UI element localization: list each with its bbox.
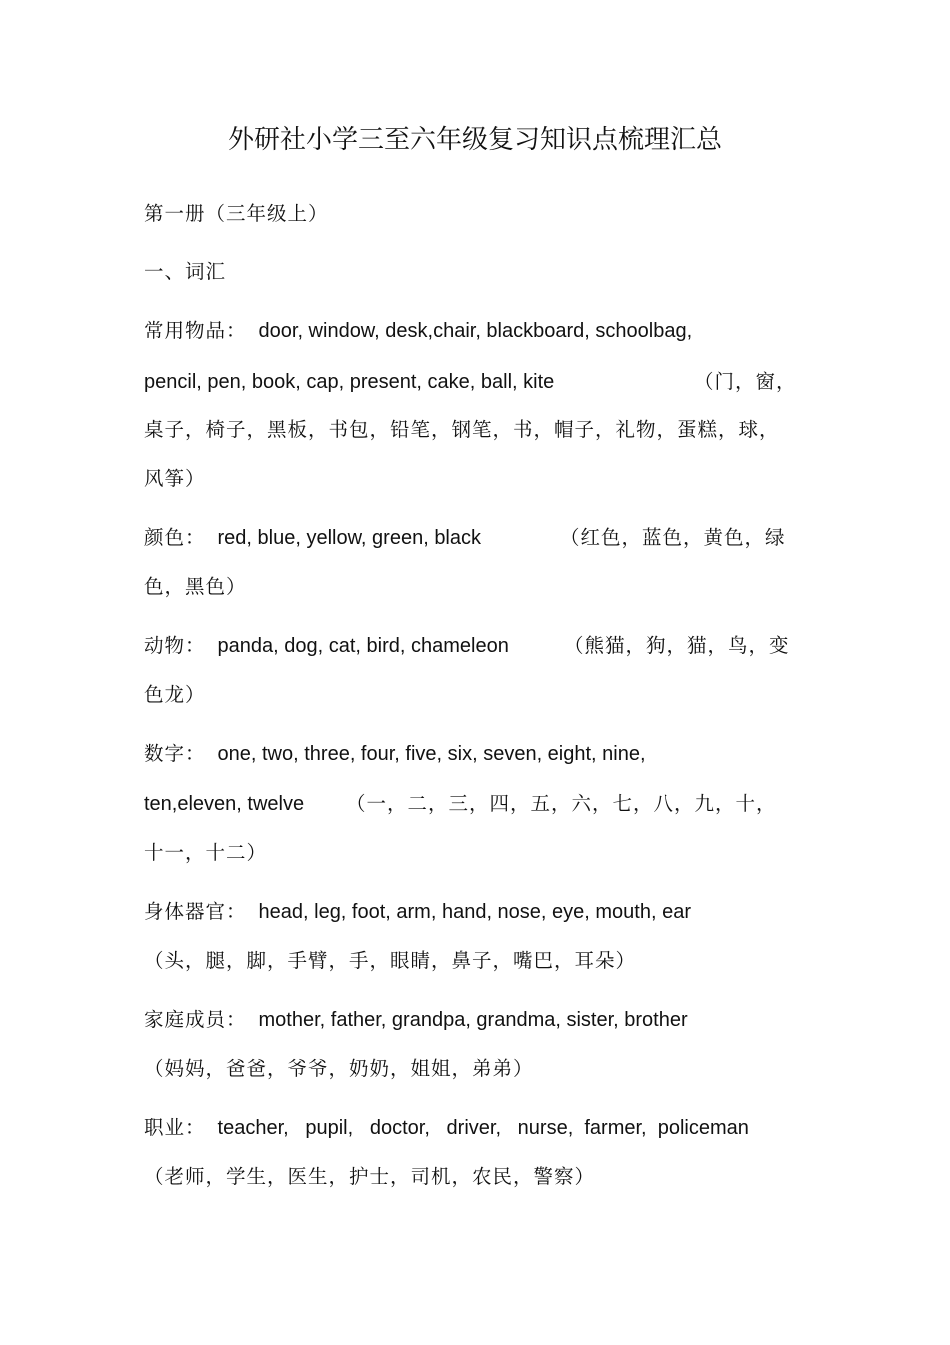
entry-english: pencil, pen, book, cap, present, cake, ball, kite [144, 371, 555, 393]
entry-chinese: 桌子，椅子，黑板，书包，铅笔，钢笔，书，帽子，礼物，蛋糕，球， [144, 418, 780, 441]
volume-heading [144, 200, 329, 228]
entry-body-line2 [144, 947, 636, 975]
entry-english: red, blue, yellow, green, black [217, 527, 482, 549]
entry-chinese-start: （熊猫，狗，猫，鸟，变 [564, 634, 790, 657]
entry-english: door, window, desk,chair, blackboard, schoolbag, [258, 320, 693, 342]
entry-colors-line2 [144, 573, 247, 601]
entry-chinese: 色，黑色） [144, 575, 247, 598]
entry-chinese: 色龙） [144, 683, 206, 706]
entry-chinese-start: （红色，蓝色，黄色，绿 [560, 526, 786, 549]
entry-english: panda, dog, cat, bird, chameleon [217, 635, 509, 657]
entry-english: one, two, three, four, five, six, seven, eight, nine, [217, 743, 646, 765]
entry-chinese-start: （一，二，三，四，五，六，七，八，九，十， [346, 792, 777, 815]
entry-english: head, leg, foot, arm, hand, nose, eye, mouth, ear [258, 901, 692, 923]
entry-label: 常用物品： [144, 319, 247, 342]
entry-label: 数字： [144, 742, 206, 765]
entry-label: 颜色： [144, 526, 206, 549]
entry-chinese: （妈妈，爸爸，爷爷，奶奶，姐姐，弟弟） [144, 1057, 534, 1080]
entry-english: mother, father, grandpa, grandma, sister, brother [258, 1009, 688, 1031]
section-label: 一、词汇 [144, 260, 227, 283]
entry-body-line1 [144, 898, 691, 926]
entry-label: 身体器官： [144, 900, 247, 923]
entry-jobs-line1 [144, 1114, 749, 1142]
entry-label: 职业： [144, 1116, 206, 1139]
entry-common-items-line1 [144, 317, 692, 345]
entry-common-items-line3 [144, 416, 780, 444]
entry-colors-line1 [144, 524, 481, 552]
entry-chinese: 十一，十二） [144, 841, 268, 864]
volume-label: 第一册（三年级上） [144, 202, 329, 225]
entry-common-items-line2 [144, 368, 554, 396]
entry-family-line2 [144, 1055, 534, 1083]
entry-label: 家庭成员： [144, 1008, 247, 1031]
entry-english: ten,eleven, twelve [144, 793, 305, 815]
entry-chinese: （头，腿，脚，手臂，手，眼睛，鼻子，嘴巴，耳朵） [144, 949, 637, 972]
entry-label: 动物： [144, 634, 206, 657]
entry-family-line1 [144, 1006, 688, 1034]
entry-animals-line2 [144, 681, 206, 709]
entry-numbers-line2 [144, 790, 304, 818]
entry-common-items-line4 [144, 465, 206, 493]
entry-chinese: 风筝） [144, 467, 206, 490]
entry-english: teacher, pupil, doctor, driver, nurse, farmer, policeman [217, 1117, 749, 1139]
entry-chinese: （老师，学生，医生，护士，司机，农民，警察） [144, 1165, 596, 1188]
entry-chinese-start: （门，窗， [694, 370, 797, 393]
entry-animals-line1 [144, 632, 509, 660]
entry-jobs-line2 [144, 1163, 595, 1191]
entry-numbers-line1 [144, 740, 646, 768]
section-heading [144, 258, 226, 286]
page-title: 外研社小学三至六年级复习知识点梳理汇总 [227, 125, 722, 155]
entry-numbers-line3 [144, 839, 267, 867]
